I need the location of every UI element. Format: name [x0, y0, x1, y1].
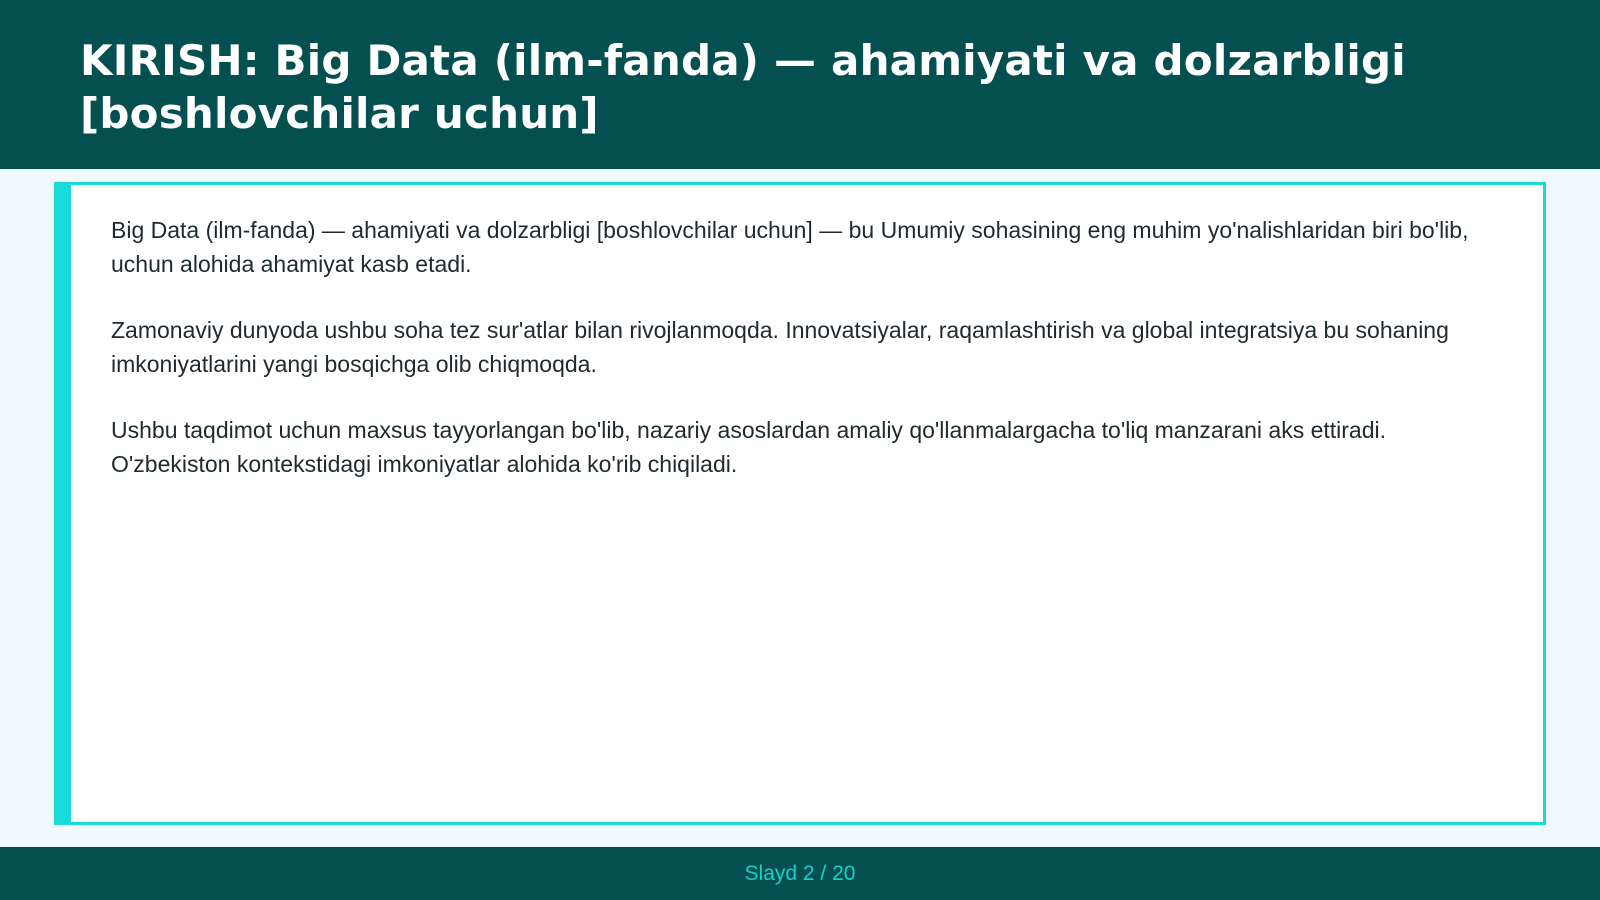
content-card — [54, 182, 1546, 825]
content-body — [111, 213, 1507, 513]
slide-title: KIRISH: Big Data (ilm-fanda) — ahamiyati va dolzarbligi [boshlovchilar uchun] — [80, 36, 1406, 138]
paragraph-presentation: Ushbu taqdimot uchun maxsus tayyorlangan bo'lib, nazariy asoslardan amaliy qo'llanmalargacha to'liq manzarani aks ettiradi. O'zbekiston kontekstidagi imkoniyatlar alohida ko'rib chiqiladi. — [111, 417, 1387, 477]
slide-footer — [0, 847, 1600, 900]
slide-header — [0, 0, 1600, 169]
paragraph-modern-world: Zamonaviy dunyoda ushbu soha tez sur'atlar bilan rivojlanmoqda. Innovatsiyalar, raqamlashtirish va global integratsiya bu sohaning imkoniyatlarini yangi bosqichga olib chiqmoqda. — [111, 317, 1449, 377]
slide-counter: Slayd 2 / 20 — [744, 861, 856, 885]
paragraph-intro: Big Data (ilm-fanda) — ahamiyati va dolzarbligi [boshlovchilar uchun] — bu Umumiy sohasining eng muhim yo'nalishlaridan biri bo'lib, uchun alohida ahamiyat kasb etadi. — [111, 217, 1469, 277]
